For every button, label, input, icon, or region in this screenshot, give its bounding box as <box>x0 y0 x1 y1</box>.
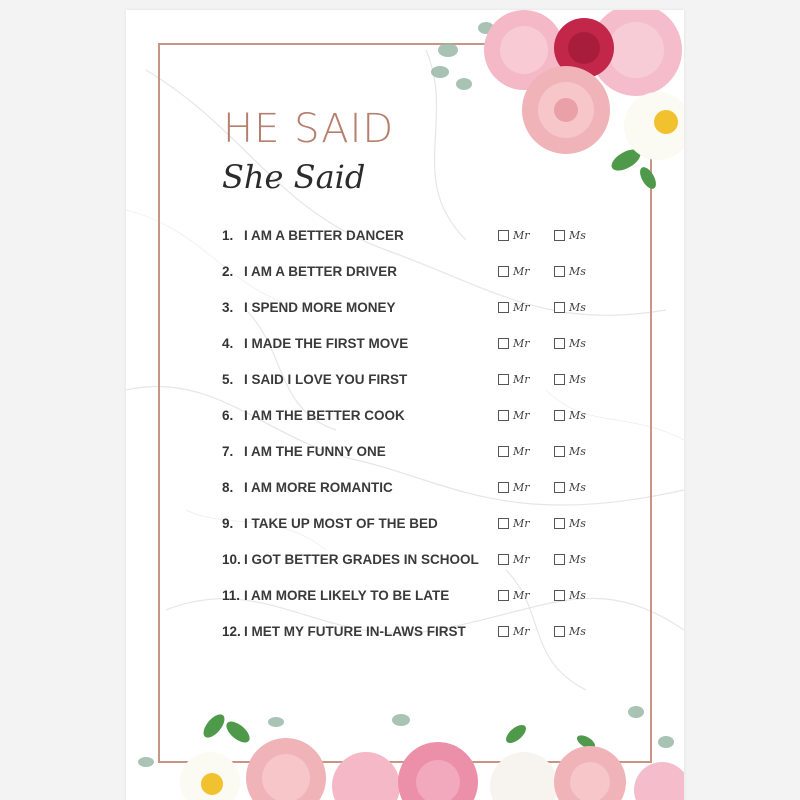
ms-label: Ms <box>569 517 586 530</box>
ms-option[interactable] <box>554 553 586 566</box>
ms-checkbox[interactable] <box>554 266 565 277</box>
ms-label: Ms <box>569 301 586 314</box>
mr-label: Mr <box>513 625 530 638</box>
ms-checkbox[interactable] <box>554 338 565 349</box>
question-text: I TAKE UP MOST OF THE BED <box>244 516 438 531</box>
title-she-said: She Said <box>222 158 366 196</box>
mr-checkbox[interactable] <box>498 230 509 241</box>
mr-label: Mr <box>513 589 530 602</box>
ms-label: Ms <box>569 445 586 458</box>
ms-option[interactable] <box>554 409 586 422</box>
question-number: 4. <box>222 336 234 351</box>
mr-option[interactable] <box>498 229 530 242</box>
ms-option[interactable] <box>554 517 586 530</box>
mr-label: Mr <box>513 481 530 494</box>
question-number: 3. <box>222 300 234 315</box>
question-text: I MADE THE FIRST MOVE <box>244 336 409 351</box>
ms-option[interactable] <box>554 589 586 602</box>
ms-option[interactable] <box>554 373 586 386</box>
ms-checkbox[interactable] <box>554 518 565 529</box>
ms-option[interactable] <box>554 625 586 638</box>
question-text: I AM MORE LIKELY TO BE LATE <box>244 588 450 603</box>
question-row <box>222 516 662 552</box>
ms-option[interactable] <box>554 229 586 242</box>
mr-checkbox[interactable] <box>498 626 509 637</box>
question-number: 9. <box>222 516 234 531</box>
ms-label: Ms <box>569 337 586 350</box>
question-number: 1. <box>222 228 234 243</box>
ms-checkbox[interactable] <box>554 230 565 241</box>
mr-option[interactable] <box>498 517 530 530</box>
ms-checkbox[interactable] <box>554 446 565 457</box>
ms-label: Ms <box>569 481 586 494</box>
mr-checkbox[interactable] <box>498 338 509 349</box>
ms-label: Ms <box>569 553 586 566</box>
ms-label: Ms <box>569 589 586 602</box>
ms-label: Ms <box>569 373 586 386</box>
mr-checkbox[interactable] <box>498 410 509 421</box>
ms-checkbox[interactable] <box>554 590 565 601</box>
mr-label: Mr <box>513 265 530 278</box>
ms-checkbox[interactable] <box>554 302 565 313</box>
question-row <box>222 588 662 624</box>
question-text: I AM MORE ROMANTIC <box>244 480 393 495</box>
mr-option[interactable] <box>498 589 530 602</box>
ms-checkbox[interactable] <box>554 626 565 637</box>
question-row <box>222 336 662 372</box>
ms-checkbox[interactable] <box>554 554 565 565</box>
question-row <box>222 228 662 264</box>
question-number: 11. <box>222 588 241 603</box>
ms-label: Ms <box>569 409 586 422</box>
mr-checkbox[interactable] <box>498 446 509 457</box>
ms-option[interactable] <box>554 265 586 278</box>
question-row <box>222 300 662 336</box>
mr-option[interactable] <box>498 265 530 278</box>
question-text: I AM A BETTER DRIVER <box>244 264 398 279</box>
ms-label: Ms <box>569 625 586 638</box>
question-text: I GOT BETTER GRADES IN SCHOOL <box>244 552 479 567</box>
ms-checkbox[interactable] <box>554 374 565 385</box>
mr-label: Mr <box>513 229 530 242</box>
question-number: 8. <box>222 480 234 495</box>
mr-option[interactable] <box>498 373 530 386</box>
mr-label: Mr <box>513 373 530 386</box>
question-text: I SAID I LOVE YOU FIRST <box>244 372 408 387</box>
question-row <box>222 480 662 516</box>
question-text: I SPEND MORE MONEY <box>244 300 396 315</box>
question-number: 2. <box>222 264 234 279</box>
question-number: 10. <box>222 552 241 567</box>
floral-border-bottom <box>126 682 684 800</box>
mr-checkbox[interactable] <box>498 302 509 313</box>
question-number: 6. <box>222 408 234 423</box>
mr-checkbox[interactable] <box>498 266 509 277</box>
ms-option[interactable] <box>554 337 586 350</box>
mr-option[interactable] <box>498 553 530 566</box>
title-he-said: HE SAID <box>223 106 395 152</box>
ms-option[interactable] <box>554 301 586 314</box>
mr-option[interactable] <box>498 625 530 638</box>
mr-label: Mr <box>513 301 530 314</box>
question-row <box>222 372 662 408</box>
mr-option[interactable] <box>498 301 530 314</box>
ms-checkbox[interactable] <box>554 410 565 421</box>
mr-checkbox[interactable] <box>498 590 509 601</box>
question-text: I AM THE FUNNY ONE <box>244 444 386 459</box>
ms-option[interactable] <box>554 481 586 494</box>
mr-checkbox[interactable] <box>498 482 509 493</box>
mr-label: Mr <box>513 445 530 458</box>
question-row <box>222 624 662 660</box>
ms-checkbox[interactable] <box>554 482 565 493</box>
question-row <box>222 264 662 300</box>
ms-label: Ms <box>569 229 586 242</box>
question-number: 12. <box>222 624 241 639</box>
mr-checkbox[interactable] <box>498 554 509 565</box>
question-number: 5. <box>222 372 234 387</box>
mr-label: Mr <box>513 553 530 566</box>
game-card <box>126 10 684 800</box>
mr-option[interactable] <box>498 337 530 350</box>
question-list <box>222 228 662 660</box>
mr-option[interactable] <box>498 409 530 422</box>
mr-checkbox[interactable] <box>498 518 509 529</box>
mr-checkbox[interactable] <box>498 374 509 385</box>
question-text: I AM THE BETTER COOK <box>244 408 405 423</box>
ms-option[interactable] <box>554 445 586 458</box>
mr-label: Mr <box>513 337 530 350</box>
question-number: 7. <box>222 444 234 459</box>
question-text: I MET MY FUTURE IN-LAWS FIRST <box>244 624 466 639</box>
ms-label: Ms <box>569 265 586 278</box>
mr-label: Mr <box>513 517 530 530</box>
mr-label: Mr <box>513 409 530 422</box>
mr-option[interactable] <box>498 445 530 458</box>
question-text: I AM A BETTER DANCER <box>244 228 404 243</box>
question-row <box>222 408 662 444</box>
floral-cluster-top-right <box>426 10 684 210</box>
mr-option[interactable] <box>498 481 530 494</box>
question-row <box>222 552 662 588</box>
question-row <box>222 444 662 480</box>
